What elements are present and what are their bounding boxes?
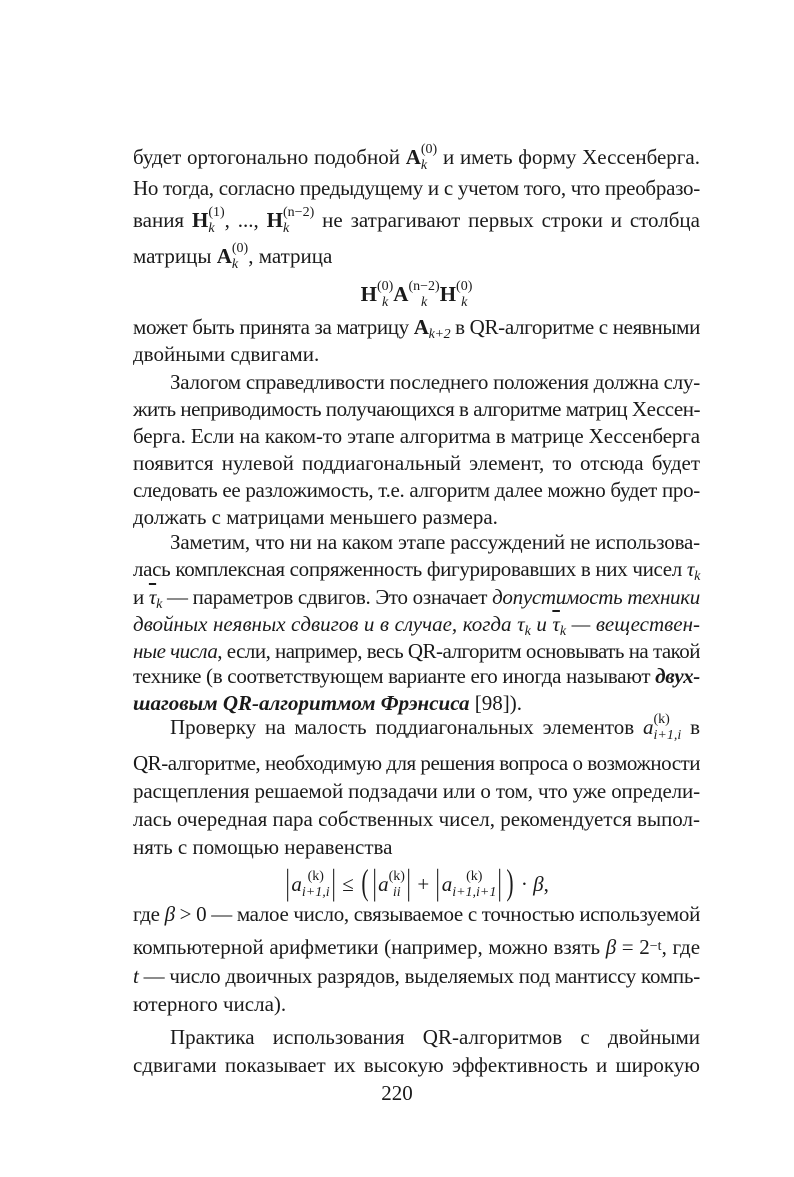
math-symbol (191, 205, 225, 236)
text-line (133, 902, 700, 926)
math-symbol (639, 935, 661, 959)
line-content (133, 807, 700, 831)
formula (133, 279, 700, 310)
line-content (133, 585, 700, 612)
line-content (133, 478, 700, 502)
text-run: компьютерной арифметики (например, можно взять (133, 935, 606, 959)
line-content (133, 964, 700, 988)
delimiter: | (331, 862, 336, 902)
line-content (133, 142, 700, 173)
subscript: k (283, 221, 290, 236)
italic-text: допустимость техники (492, 585, 700, 609)
text-line (133, 639, 700, 663)
subscript: i+1,i (653, 728, 682, 743)
line-content (133, 664, 700, 688)
line-content (133, 397, 700, 421)
math-scripts (301, 869, 330, 900)
term-bold-italic: шаговым QR-алгоритмом Фрэнсиса (133, 691, 470, 715)
superscript: (n−2) (408, 279, 440, 294)
line-content (170, 1025, 700, 1049)
math-symbol (517, 612, 531, 639)
italic-text: β (605, 935, 617, 959)
math-scripts (408, 279, 440, 310)
math-symbol (378, 869, 405, 900)
line-content (133, 835, 392, 859)
text-run: , ..., (224, 208, 267, 232)
math-base: H (360, 282, 377, 306)
math-symbol (360, 279, 394, 310)
math-base: A (393, 282, 409, 306)
text-line (133, 505, 700, 529)
text-line (133, 691, 700, 715)
text-run: берга. Если на каком-то этапе алгоритма в матрице Хессенберга (133, 424, 700, 448)
text-run: Залогом справедливости последнего положения должна слу- (170, 370, 700, 394)
text-line (133, 664, 700, 688)
math-symbol (148, 585, 163, 612)
line-content (133, 992, 286, 1016)
math-base: A (405, 145, 421, 169)
subscript: k (420, 158, 428, 173)
line-content (133, 691, 522, 715)
text-run: лась комплексная сопряженность фигурировавших в них чисел (133, 557, 687, 581)
text-run: не затрагивают первых строки и столбца (314, 208, 700, 232)
formula (133, 862, 700, 902)
subscript: k (156, 597, 163, 612)
math-base: τ (517, 612, 525, 636)
superscript: (k) (307, 869, 324, 884)
math-base: 2 (639, 935, 650, 959)
text-line (133, 176, 700, 200)
line-content (360, 279, 473, 310)
line-content (133, 315, 701, 342)
line-content (170, 370, 700, 394)
delimiter: | (497, 862, 503, 902)
italic-text: β (533, 872, 544, 896)
text-run: — число двоичных разрядов, выделяемых под мантиссу компь- (138, 964, 700, 988)
text-run: Заметим, что ни на каком этапе рассуждений не использова- (170, 530, 700, 554)
math-base: $\overline{\tau}$ (148, 585, 157, 609)
subscript: k (208, 221, 215, 236)
text-run: , матрица (248, 244, 333, 268)
line-content (170, 712, 700, 743)
text-run: сдвигами показывает их высокую эффективность и широкую (133, 1053, 700, 1077)
text-run: QR-алгоритме, необходимую для решения вопроса о возможности (133, 751, 700, 775)
text-run: в QR-алгоритме с неявными (450, 315, 701, 339)
text-run: > 0 — малое число, связываемое с точностью используемой (174, 902, 701, 926)
math-symbol (291, 869, 330, 900)
math-symbol (216, 241, 249, 272)
subscript: k (559, 624, 567, 639)
math-base: H (191, 208, 209, 232)
text-run: нять с помощью неравенства (133, 835, 393, 859)
subscript: k (231, 257, 239, 272)
text-line (133, 964, 700, 988)
math-scripts (452, 869, 497, 900)
math-base: a (291, 872, 302, 896)
text-run: жить неприводимость получающихся в алгоритме матриц Хессен- (133, 397, 700, 421)
math-symbol (441, 869, 497, 900)
line-content (133, 451, 700, 475)
italic-text: и (530, 612, 553, 636)
line-content (133, 639, 700, 663)
text-run: лась очередная пара собственных чисел, рекомендуется выпол- (133, 807, 700, 831)
text-run: , если, например, весь QR-алгоритм основывать на такой (217, 639, 700, 663)
italic-text: двойных неявных сдвигов и в случае, когда (133, 612, 518, 636)
math-symbol (439, 279, 473, 310)
line-content (133, 779, 700, 803)
text-run: где (133, 902, 165, 926)
text-run: + (412, 872, 435, 896)
text-run: и (133, 585, 149, 609)
superscript: (k) (388, 869, 405, 884)
line-content (133, 342, 319, 366)
math-scripts (388, 869, 405, 900)
text-run: должать с матрицами меньшего размера. (133, 505, 498, 529)
math-symbol (413, 315, 451, 342)
text-run: появится нулевой поддиагональный элемент, то отсюда будет (133, 451, 700, 475)
line-content (133, 751, 700, 775)
math-scripts (456, 279, 473, 310)
text-run: Практика использования QR-алгоритмов с двойными (170, 1025, 700, 1049)
line-content (170, 530, 700, 554)
delimiter: | (435, 862, 441, 902)
math-symbol (686, 557, 700, 584)
math-base: a (643, 715, 654, 739)
delimiter: ( (361, 862, 369, 902)
delimiter: | (372, 862, 377, 902)
text-line (133, 835, 700, 859)
subscript: i+1,i+1 (452, 885, 497, 900)
text-line (133, 315, 701, 342)
math-symbol (266, 205, 315, 236)
superscript: −t (649, 939, 662, 954)
text-line (133, 992, 700, 1016)
superscript: (0) (376, 279, 394, 294)
text-run: ≤ (336, 872, 359, 896)
text-line (133, 612, 701, 639)
math-scripts (420, 142, 438, 173)
text-line (133, 397, 700, 421)
text-line (133, 807, 700, 831)
math-symbol (405, 142, 438, 173)
text-run: — параметров сдвигов. Это означает (162, 585, 493, 609)
superscript: (k) (653, 712, 670, 727)
subscript: k (461, 295, 468, 310)
superscript: (0) (456, 279, 473, 294)
italic-text: t (133, 964, 139, 988)
subscript: k (694, 569, 700, 584)
line-content (133, 902, 700, 926)
term-bold-italic: двух- (655, 664, 700, 688)
math-symbol (552, 612, 567, 639)
math-scripts (376, 279, 394, 310)
text-line (133, 424, 700, 448)
italic-text: — веществен- (566, 612, 701, 636)
text-run: может быть принята за матрицу (133, 315, 414, 339)
text-run: технике (в соответствующем варианте его иногда называют (133, 664, 656, 688)
text-line (133, 451, 700, 475)
italic-text: ные числа (133, 639, 218, 663)
math-base: $\overline{\tau}$ (552, 612, 560, 636)
text-line (133, 1025, 700, 1049)
text-run: и иметь форму Хессенберга. (437, 145, 700, 169)
math-base: a (378, 872, 389, 896)
superscript: (0) (420, 142, 438, 157)
line-content (133, 612, 701, 639)
text-run: Но тогда, согласно предыдущему и с учетом того, что преобразо- (133, 176, 700, 200)
text-run: · (515, 872, 534, 896)
text-run: ютерного числа). (133, 992, 287, 1016)
subscript: k (420, 295, 428, 310)
text-run: , где (661, 935, 701, 959)
subscript: k+2 (428, 327, 451, 342)
line-content (133, 935, 700, 959)
math-base: H (439, 282, 457, 306)
line-content (133, 176, 700, 200)
text-line (133, 142, 700, 173)
line-content (133, 424, 700, 448)
math-symbol (393, 279, 440, 310)
line-content (284, 862, 549, 902)
math-base: A (216, 244, 232, 268)
subscript: ii (392, 885, 401, 900)
superscript: (n−2) (283, 205, 315, 220)
superscript: (k) (466, 869, 483, 884)
text-run: = (616, 935, 640, 959)
math-symbol (643, 712, 682, 743)
math-base: H (266, 208, 284, 232)
math-scripts (208, 205, 225, 236)
text-run: будет ортогонально подобной (133, 145, 406, 169)
text-line (133, 935, 700, 959)
math-scripts (231, 241, 249, 272)
text-line (133, 342, 700, 366)
math-base: τ (686, 557, 695, 581)
text-line (133, 1053, 700, 1077)
text-run: следовать ее разложимость, т.е. алгоритм далее можно будет про- (133, 478, 700, 502)
delimiter: | (406, 862, 411, 902)
math-base: a (441, 872, 453, 896)
text-run: [98]). (469, 691, 522, 715)
line-content (133, 505, 498, 529)
text-line (133, 779, 700, 803)
text-line (133, 370, 700, 394)
line-content (133, 241, 333, 272)
text-line (133, 205, 700, 236)
text-line (133, 712, 700, 743)
text-line (133, 241, 700, 272)
text-line (133, 751, 700, 775)
subscript: i+1,i (301, 885, 330, 900)
subscript: k (382, 295, 389, 310)
math-scripts (283, 205, 315, 236)
line-content (133, 1053, 700, 1077)
line-content (133, 557, 700, 584)
delimiter: ) (506, 862, 514, 902)
text-line (133, 478, 700, 502)
text-run: Проверку на малость поддиагональных элементов (170, 715, 644, 739)
superscript: (0) (231, 241, 249, 256)
text-run: в (681, 715, 700, 739)
math-scripts (653, 712, 682, 743)
page-number: 220 (381, 1081, 413, 1105)
subscript: k (524, 624, 531, 639)
math-base: A (413, 315, 429, 339)
text-line (133, 530, 700, 554)
text-line (133, 585, 700, 612)
line-content (133, 205, 700, 236)
text-run: вания (133, 208, 192, 232)
text-run: матрицы (133, 244, 217, 268)
text-line (133, 557, 700, 584)
text-run: расщепления решаемой подзадачи или о том, что уже определи- (133, 779, 700, 803)
text-run: двойными сдвигами. (133, 342, 320, 366)
superscript: (1) (208, 205, 225, 220)
text-run: , (543, 872, 549, 896)
delimiter: | (285, 862, 290, 902)
italic-text: β (164, 902, 175, 926)
